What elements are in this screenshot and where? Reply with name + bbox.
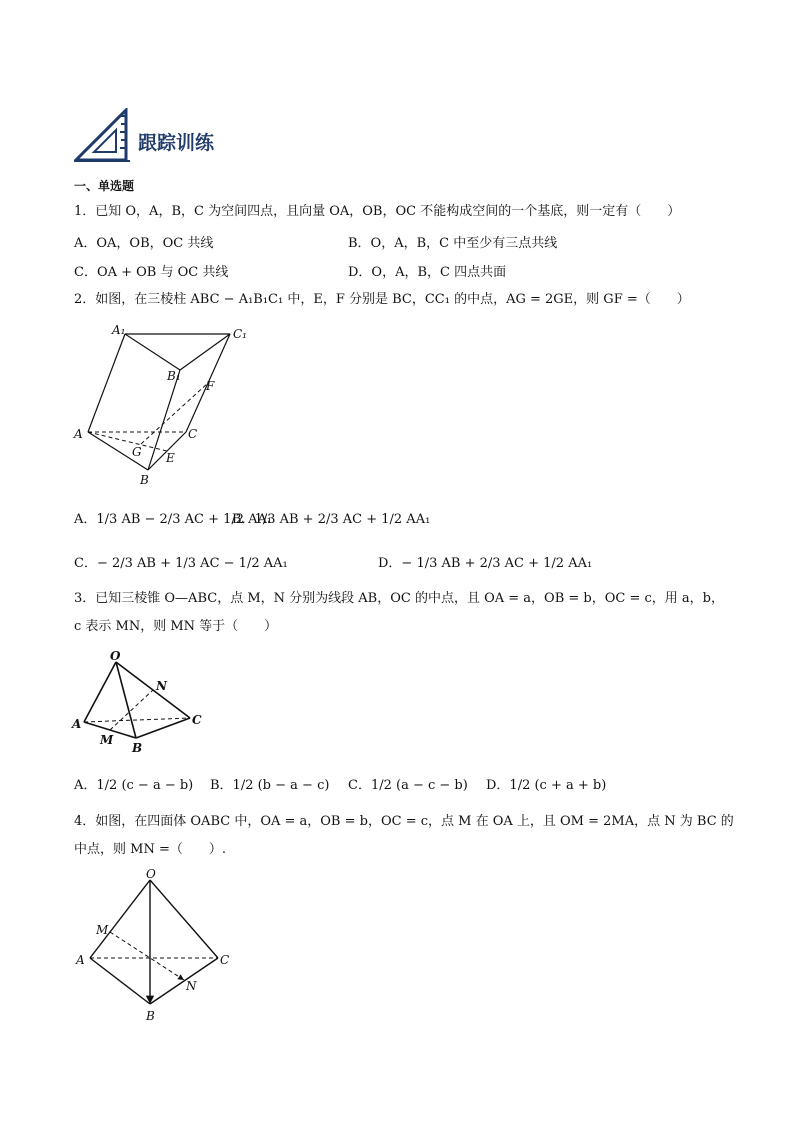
label-A1: A₁ (112, 323, 126, 337)
q3-tetrahedron-figure (70, 648, 220, 758)
q4-stem-line1: 4．如图，在四面体 OABC 中，OA = a，OB = b，OC = c，点 M 在 OA 上，且 OM = 2MA，点 N 为 BC 的 (74, 814, 734, 829)
q2-option-b[interactable]: B．1/3 AB + 2/3 AC + 1/2 AA₁ (232, 512, 431, 527)
q1-stem: 1．已知 O，A，B，C 为空间四点，且向量 OA，OB，OC 不能构成空间的一个基底，则一定有（ ） (74, 204, 681, 219)
q1-option-a[interactable]: A．OA，OB，OC 共线 (74, 236, 214, 251)
q1-option-b[interactable]: B．O，A，B，C 中至少有三点共线 (348, 236, 558, 251)
label-C: C (188, 427, 198, 441)
label-C: C (192, 713, 202, 727)
q3-option-c[interactable]: C．1/2 (a − c − b) (348, 778, 468, 793)
label-A: A (74, 427, 83, 441)
q1-option-c[interactable]: C．OA + OB 与 OC 共线 (74, 265, 229, 280)
label-A: A (72, 717, 82, 731)
q2-stem: 2．如图，在三棱柱 ABC − A₁B₁C₁ 中，E，F 分别是 BC，CC₁ 的中点，AG = 2GE，则 GF =（ ） (74, 292, 690, 307)
q2-option-a[interactable]: A．1/3 AB − 2/3 AC + 1/2 AA₁ (74, 512, 273, 527)
q1-option-d[interactable]: D．O，A，B，C 四点共面 (348, 265, 507, 280)
q3-option-b[interactable]: B．1/2 (b − a − c) (210, 778, 330, 793)
label-O: O (146, 868, 156, 881)
q3-stem-line2: c 表示 MN，则 MN 等于（ ） (74, 619, 278, 634)
triangle-ruler-logo-icon (74, 108, 130, 166)
label-M: M (100, 733, 114, 747)
label-F: F (206, 379, 215, 393)
label-B: B (132, 741, 143, 754)
label-N: N (186, 979, 197, 993)
label-B: B (146, 1009, 155, 1023)
label-E: E (166, 451, 175, 465)
label-M: M (96, 923, 109, 937)
q3-option-d[interactable]: D．1/2 (c + a + b) (486, 778, 607, 793)
q3-stem-line1: 3．已知三棱锥 O—ABC，点 M，N 分别为线段 AB，OC 的中点，且 OA = a，OB = b，OC = c，用 a，b， (74, 591, 724, 606)
q3-option-a[interactable]: A．1/2 (c − a − b) (74, 778, 194, 793)
label-C1: C₁ (233, 327, 247, 341)
label-O: O (110, 649, 121, 663)
label-A: A (76, 953, 85, 967)
label-B: B (140, 473, 149, 487)
label-N: N (156, 679, 167, 693)
q2-prism-figure (70, 320, 260, 494)
q2-option-d[interactable]: D．− 1/3 AB + 2/3 AC + 1/2 AA₁ (378, 556, 593, 571)
q2-option-c[interactable]: C．− 2/3 AB + 1/3 AC − 1/2 AA₁ (74, 556, 288, 571)
header-title: 跟踪训练 (138, 132, 215, 154)
label-C: C (220, 953, 230, 967)
q4-stem-line2: 中点，则 MN =（ ）. (74, 842, 226, 857)
label-G: G (132, 445, 142, 459)
q4-tetrahedron-figure (70, 868, 250, 1028)
label-B1: B₁ (167, 369, 181, 383)
section-title: 一、单选题 (74, 179, 135, 193)
